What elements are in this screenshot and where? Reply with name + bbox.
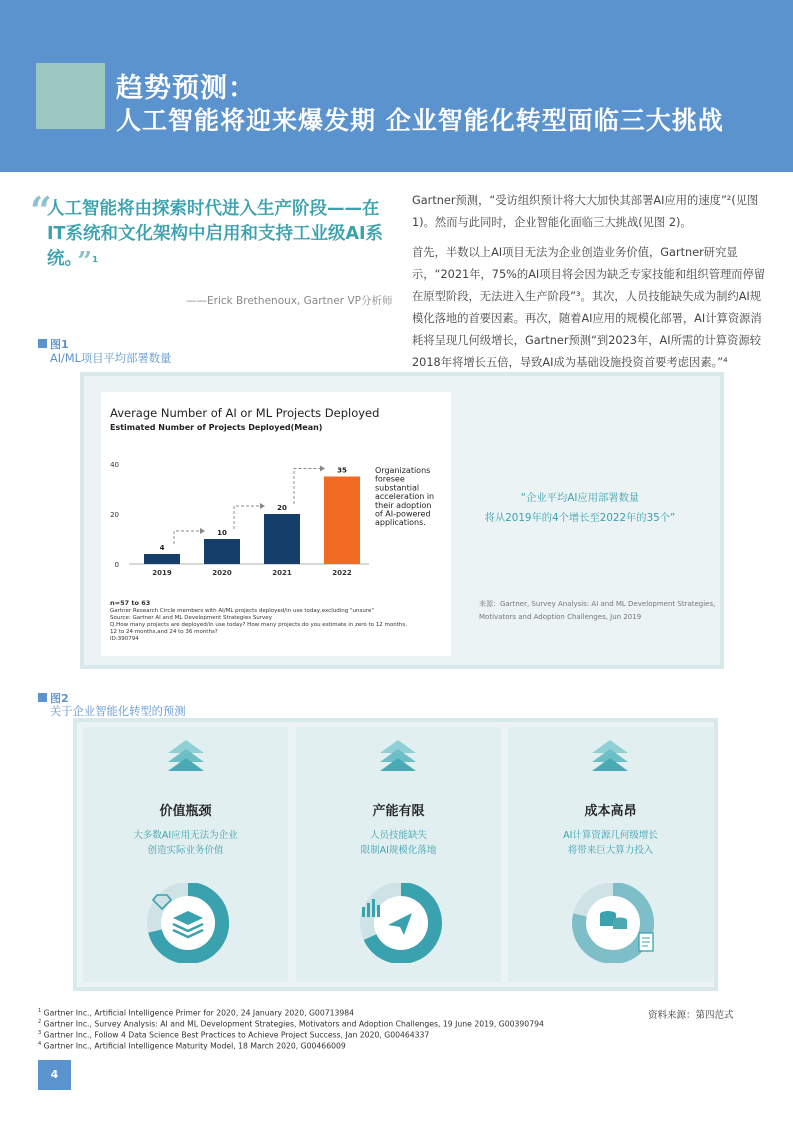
data-source: 资料来源：第四范式	[648, 1010, 734, 1021]
chart-annotation-line: acceleration in	[375, 492, 435, 502]
challenge-desc-line2: 限制AI规模化落地	[360, 845, 437, 856]
y-tick-label: 20	[110, 511, 119, 519]
trend-arrow-line	[174, 531, 200, 544]
figure1-quote-line2: 将从2019年的4个增长至2022年的35个”	[484, 512, 676, 524]
figure2-number: 图2	[50, 692, 69, 705]
body-paragraph-1: Gartner预测，“受访组织预计将大大加快其部署AI应用的速度”²(见图1)。然而与此同时，企业智能化面临三大挑战(见图 2)。	[412, 194, 759, 229]
chart-bar	[264, 514, 300, 564]
footnote-text: Gartner Inc., Follow 4 Data Science Best Practices to Achieve Project Success, Jan 2020, G00464337	[43, 1030, 430, 1040]
open-quote-icon: “	[30, 188, 52, 233]
footnote-number: 4	[38, 1041, 42, 1047]
trend-arrow-line	[294, 469, 320, 505]
challenge-desc-line2: 创造实际业务价值	[147, 845, 224, 856]
chart-annotation-line: applications.	[375, 518, 426, 528]
diamond-layers-icon	[133, 883, 243, 963]
trend-arrow-head	[320, 466, 325, 472]
bar-value-label: 10	[217, 529, 227, 537]
chart-bar	[324, 477, 360, 565]
footnote-number: 3	[38, 1030, 42, 1036]
figure1-quote-line1: “企业平均AI应用部署数量	[520, 492, 640, 504]
bar-value-label: 4	[159, 544, 165, 552]
chart-plane-icon	[346, 883, 456, 963]
challenge-desc-line1: 人员技能缺失	[369, 830, 427, 841]
x-tick-label: 2021	[272, 569, 292, 577]
footnote	[38, 1030, 429, 1040]
chart-bar	[144, 554, 180, 564]
challenge-title: 价值瓶颈	[159, 804, 212, 819]
x-tick-label: 2020	[212, 569, 232, 577]
footnote-number: 2	[38, 1019, 42, 1025]
chart-annotation-line: Organizations	[375, 466, 431, 475]
x-tick-label: 2019	[152, 569, 172, 577]
footnote-text: Gartner Inc., Artificial Intelligence Maturity Model, 18 March 2020, G00466009	[43, 1041, 346, 1051]
chart-note-line: Q.How many projects are deployed/in use today? How many projects do you estimate in zero to 12 months,	[110, 622, 408, 628]
chart-note-line: Gartner Research Circle members with AI/ML projects deployed/in use today,excluding "unsure"	[110, 608, 374, 614]
bar-value-label: 20	[277, 504, 287, 512]
page-title-line2: 人工智能将迎来爆发期 企业智能化转型面临三大挑战	[116, 106, 724, 135]
y-tick-label: 40	[110, 461, 119, 469]
coins-document-icon	[558, 883, 668, 963]
chevron-up-icon	[378, 740, 418, 772]
footnote	[38, 1019, 544, 1029]
pull-quote-text: 人工智能将由探索时代进入生产阶段——在IT系统和文化架构中启用和支持工业级AI系统。	[47, 199, 384, 269]
quote-attribution: ——Erick Brethenoux, Gartner VP分析师	[186, 295, 393, 307]
chart-note-line: ID:390794	[110, 636, 139, 642]
bar-value-label: 35	[337, 466, 347, 475]
footnote-number: 1	[38, 1008, 42, 1014]
challenge-title: 产能有限	[372, 804, 425, 819]
footnote-text: Gartner Inc., Survey Analysis: AI and ML Development Strategies, Motivators and Adoption Challenges, 19 June 2019, G00390794	[43, 1019, 544, 1029]
figure1-title: AI/ML项目平均部署数量	[50, 352, 172, 365]
chart-annotation-line: foresee	[375, 474, 405, 484]
figure1-marker	[38, 339, 47, 348]
footnote	[38, 1008, 354, 1018]
figure2-title: 关于企业智能化转型的预测	[50, 705, 186, 718]
chart-annotation-line: substantial	[375, 483, 420, 493]
page-number: 4	[38, 1060, 71, 1090]
quote-footnote-ref: 1	[92, 255, 98, 264]
chart-note-n: n=57 to 63	[110, 599, 151, 607]
challenge-desc-line2: 将带来巨大算力投入	[567, 845, 654, 856]
chart-note-line: 12 to 24 months,and 24 to 36 months?	[110, 629, 218, 635]
chart-subtitle: Estimated Number of Projects Deployed(Mean)	[110, 423, 323, 432]
header-accent-square	[36, 63, 105, 129]
chevron-up-icon	[590, 740, 630, 772]
figure1-source-line1: 来源：Gartner, Survey Analysis: AI and ML Development Strategies,	[479, 600, 716, 608]
page-title-line1: 趋势预测：	[116, 73, 256, 104]
pull-quote	[47, 197, 397, 275]
chart-note-line: Source: Gartner AI and ML Development Strategies Survey	[110, 615, 272, 621]
footnote	[38, 1041, 346, 1051]
chart-annotation-line: of AI-powered	[375, 509, 431, 519]
chart-annotation-line: their adoption	[375, 500, 432, 510]
x-tick-label: 2022	[332, 569, 352, 577]
chart-title: Average Number of AI or ML Projects Deployed	[110, 406, 380, 420]
trend-arrow-head	[200, 528, 205, 534]
body-paragraph-2: 首先，半数以上AI项目无法为企业创造业务价值，Gartner研究显示，“2021年，75%的AI项目将会因为缺乏专家技能和组织管理而停留在原型阶段，无法进入生产阶段”³。其次，人员技能缺失成为制约AI规模化落地的首要因素。再次，随着AI应用的规模化部署，AI计算资源消耗将呈现几何级增长，Gartner预测“到2023年，AI所需的计算资源较2018年将增长五倍，导致AI成为基础设施投资首要考虑因素。”⁴	[412, 246, 766, 369]
challenge-desc-line1: 大多数AI应用无法为企业	[133, 830, 238, 841]
y-tick-label: 0	[114, 561, 119, 569]
challenge-title: 成本高昂	[584, 804, 637, 819]
chart-bar	[204, 539, 240, 564]
trend-arrow-line	[234, 506, 260, 529]
bar-chart	[101, 440, 451, 590]
trend-arrow-head	[260, 503, 265, 509]
challenge-desc-line1: AI计算资源几何级增长	[563, 830, 658, 841]
footnote-text: Gartner Inc., Artificial Intelligence Primer for 2020, 24 January 2020, G00713984	[43, 1008, 355, 1018]
figure2-marker	[38, 693, 47, 702]
figure1-source-line2: Motivators and Adoption Challenges, Jun 2019	[479, 613, 642, 621]
close-quote-icon: ”	[77, 247, 93, 277]
chevron-up-icon	[166, 740, 206, 772]
figure1-number: 图1	[50, 338, 69, 351]
